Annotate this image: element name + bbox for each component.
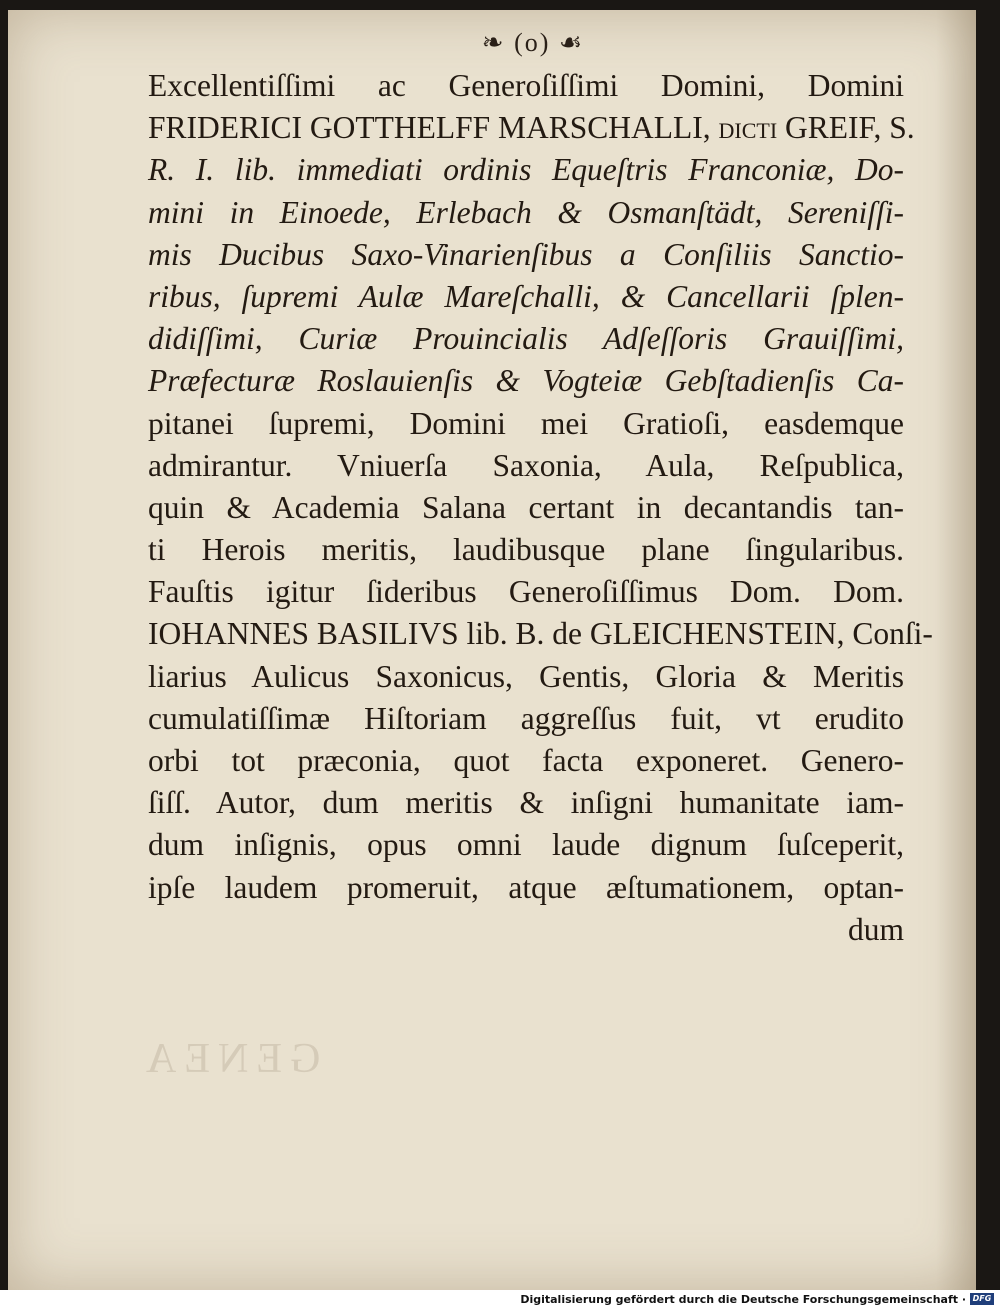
text-line: Fauſtis igitur ſideribus Generoſiſſimus Dom. Dom.: [148, 574, 904, 610]
text-line: dum inſignis, opus omni laude dignum ſuſceperit,: [148, 827, 904, 863]
book-page: [8, 10, 976, 1290]
text-line: R. I. lib. immediati ordinis Equeſtris Franconiæ, Do-: [148, 152, 904, 188]
text-line: pitanei ſupremi, Domini mei Gratioſi, easdemque: [148, 405, 904, 441]
dfg-logo-icon: DFG: [970, 1293, 994, 1305]
text-line: didiſſimi, Curiæ Prouincialis Adſeſſoris Grauiſſimi,: [148, 321, 904, 357]
catchword: dum: [847, 911, 904, 947]
text-line: FRIDERICI GOTTHELFF MARSCHALLI, dicti GREIF, S.: [148, 110, 915, 146]
page-edge-shadow: [936, 10, 976, 1290]
text-line: mis Ducibus Saxo-Vinarienſibus a Conſiliis Sanctio-: [148, 236, 904, 272]
page-header-ornament: ❧ (o) ☙: [481, 28, 585, 57]
text-line: ipſe laudem promeruit, atque æſtumationem, optan-: [148, 869, 904, 905]
body-text: [148, 65, 933, 951]
digitization-footer: [0, 1290, 1000, 1307]
text-line: quin & Academia Salana certant in decantandis tan-: [148, 489, 904, 525]
text-line: ti Herois meritis, laudibusque plane ſingularibus.: [148, 532, 904, 568]
text-line: cumulatiſſimæ Hiſtoriam aggreſſus fuit, vt erudito: [148, 700, 904, 736]
text-line: mini in Einoede, Erlebach & Osmanſtädt, Sereniſſi-: [148, 194, 904, 230]
bleed-through-text: GENEA: [138, 1036, 321, 1082]
text-line: ribus, ſupremi Aulæ Mareſchalli, & Cancellarii ſplen-: [148, 278, 904, 314]
text-line: orbi tot præconia, quot facta exponeret. Genero-: [148, 743, 904, 778]
text-line: Præfecturæ Roslauienſis & Vogteiæ Gebſtadienſis Ca-: [148, 363, 904, 399]
text-line: admirantur. Vniuerſa Saxonia, Aula, Reſpublica,: [148, 447, 904, 483]
text-line: Excellentiſſimi ac Generoſiſſimi Domini, Domini: [148, 68, 904, 103]
text-line: ſiſſ. Autor, dum meritis & inſigni humanitate iam-: [148, 785, 904, 821]
funding-credit: Digitalisierung gefördert durch die Deutsche Forschungsgemeinschaft ·: [520, 1293, 966, 1306]
text-line: liarius Aulicus Saxonicus, Gentis, Gloria & Meritis: [148, 658, 904, 694]
text-line: IOHANNES BASILIVS lib. B. de GLEICHENSTEIN, Conſi-: [148, 616, 933, 652]
